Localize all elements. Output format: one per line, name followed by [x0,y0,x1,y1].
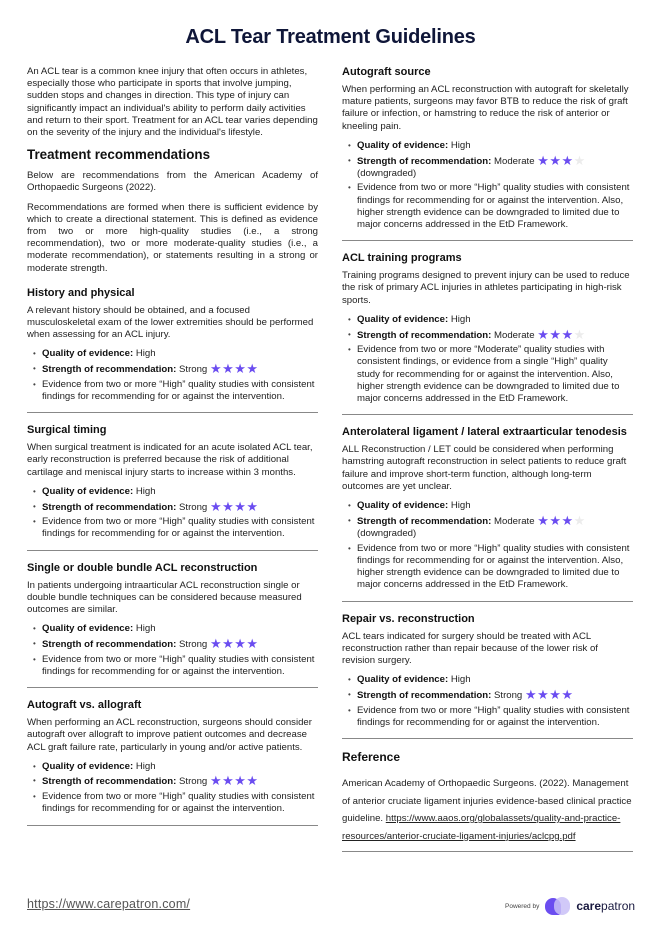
section-heading: Autograft vs. allograft [27,699,142,712]
strength-label: Strength of recommendation: [357,329,492,341]
star-filled-icon: ★ [234,636,247,651]
quality-value: High [135,485,156,497]
star-filled-icon: ★ [561,326,574,342]
star-rating [537,513,586,528]
section-body: ALL Reconstruction / LET could be considered when performing hamstring autograft reconstruction in select patients to reduce graft failure and improve short-term function, although long-term outcomes are yet unclear. [342,444,627,492]
reference-text [342,775,633,845]
brand-bold: care [576,899,602,913]
strength-value: Strong [179,639,208,650]
treatment-heading: Treatment recommendations [27,147,211,163]
star-filled-icon: ★ [549,512,562,528]
strength-item [348,326,633,342]
quality-label: Quality of evidence: [357,139,449,151]
quality-item [33,486,318,498]
star-filled-icon: ★ [209,361,223,377]
recommendation-section [27,287,318,413]
star-filled-icon: ★ [234,361,247,377]
evidence-list [27,623,318,678]
recommendation-section [342,66,633,241]
evidence-list [27,348,318,403]
star-filled-icon: ★ [537,152,550,168]
star-filled-icon: ★ [561,152,574,168]
evidence-item: • Evidence from two or more “High” quality studies with consistent findings for recommending for or against the intervention. Also, higher strength evidence can be downgraded to limited due to major concerns addressed in the EtD Framework. [348,543,633,592]
strength-label: Strength of recommendation: [357,155,492,167]
quality-item [33,761,318,773]
strength-label: Strength of recommendation: [357,689,492,701]
star-filled-icon: ★ [561,686,574,702]
quality-value: High [450,139,471,151]
evidence-list [342,314,633,405]
divider [342,601,633,602]
star-rating [210,773,259,788]
recommendation-section [342,613,633,739]
carepatron-logo-icon [545,896,571,916]
evidence-item: • Evidence from two or more “High” quality studies with consistent findings for recommending for or against the intervention. Also, higher strength evidence can be downgraded to limited due to major concerns addressed in the EtD Framework. [348,182,633,231]
star-filled-icon: ★ [537,326,550,342]
quality-label: Quality of evidence: [357,313,449,325]
divider [342,738,633,739]
strength-label: Strength of recommendation: [42,776,177,788]
star-filled-icon: ★ [537,512,550,528]
star-filled-icon: ★ [222,498,235,514]
star-empty-icon: ★ [573,326,586,342]
quality-item [33,623,318,635]
strength-item [348,512,633,540]
strength-item [33,498,318,514]
reference-section [342,750,633,852]
divider [342,414,633,415]
section-body: When surgical treatment is indicated for an acute isolated ACL tear, early reconstruction is preferred because the risk of additional cartilage and meniscal injury starts to increase within 3 months. [27,442,313,478]
strength-label: Strength of recommendation: [42,639,177,650]
quality-value: High [450,500,471,512]
star-filled-icon: ★ [246,773,259,789]
star-filled-icon: ★ [234,498,247,514]
star-rating [525,687,574,702]
evidence-list [342,674,633,729]
star-filled-icon: ★ [561,512,574,528]
carepatron-url-link[interactable]: https://www.carepatron.com/ [27,897,191,911]
quality-value: High [135,348,156,360]
intro-paragraph: An ACL tear is a common knee injury that often occurs in athletes, especially those who participate in sports that involve jumping, sudden stops and changes in direction. This type of injury can significantly impact an individual's ability to perform daily activities and return to their sport. Treatment for an ACL tear varies depending on the severity of the injury and the individual's lifestyle. [27,66,318,139]
star-rating [537,153,586,168]
strength-item [348,152,633,180]
section-heading: ACL training programs [342,252,462,265]
quality-label: Quality of evidence: [42,485,134,497]
page-title: ACL Tear Treatment Guidelines [185,26,476,48]
divider [27,825,318,826]
star-filled-icon: ★ [222,636,235,651]
star-rating [210,361,259,376]
recommendation-section [27,424,318,550]
divider [27,550,318,551]
evidence-list [342,500,633,591]
section-heading: Anterolateral ligament / lateral extraarticular tenodesis [342,426,627,439]
strength-value: Strong [494,689,523,701]
quality-item [348,140,633,152]
strength-value: Strong [179,364,208,376]
reference-citation: American Academy of Orthopaedic Surgeons. (2022). Management of anterior cruciate ligament injuries evidence-based clinical practice guideline. [342,777,632,825]
star-rating [210,499,259,514]
star-rating [537,327,586,342]
star-filled-icon: ★ [246,498,259,514]
evidence-item: • Evidence from two or more “Moderate” quality studies with consistent findings, or evidence from a single “High” quality study for recommending for or against the intervention. Also, higher strength evidence can be downgraded to limited due to major concerns addressed in the EtD Framework. [348,344,633,405]
section-heading: Single or double bundle ACL reconstruction [27,561,258,574]
evidence-list [342,140,633,231]
quality-label: Quality of evidence: [42,760,134,772]
star-filled-icon: ★ [549,152,562,168]
star-filled-icon: ★ [549,326,562,342]
quality-value: High [450,313,471,325]
section-body: When performing an ACL reconstruction, surgeons should consider autograft over allograft to improve patient outcomes and decrease ACL graft failure rate, particularly in young and/or active patients. [27,717,312,753]
powered-by-label: Powered by [505,902,540,910]
downgraded-note: (downgraded) [357,527,417,539]
strength-label: Strength of recommendation: [42,364,177,376]
section-body: ACL tears indicated for surgery should be treated with ACL reconstruction rather than repair because of the lower risk of revision surgery. [342,630,598,666]
strength-value: Moderate [494,329,535,341]
quality-value: High [450,674,471,686]
downgraded-note: (downgraded) [357,167,417,179]
quality-label: Quality of evidence: [357,674,449,686]
powered-by-badge[interactable] [505,895,635,917]
star-empty-icon: ★ [573,512,586,528]
strength-item [348,686,633,702]
section-heading: Repair vs. reconstruction [342,612,475,625]
star-filled-icon: ★ [537,686,550,702]
evidence-item: • Evidence from two or more “High” quality studies with consistent findings for recommending for or against the intervention. [33,379,318,403]
section-body: A relevant history should be obtained, and a focused musculoskeletal exam of the lower extremities should be performed when assessing for an ACL injury. [27,304,314,341]
evidence-item: • Evidence from two or more “High” quality studies with consistent findings for recommending for or against the intervention. [348,705,633,729]
evidence-list [27,761,318,816]
right-sections [342,66,633,739]
quality-item [348,500,633,512]
strength-value: Strong [179,501,208,513]
divider [342,851,633,852]
quality-value: High [135,623,156,635]
carepatron-brand [576,899,635,913]
section-heading: History and physical [27,286,135,299]
strength-item [33,775,318,788]
divider [342,240,633,241]
evidence-list [27,486,318,541]
strength-value: Moderate [494,155,535,167]
evidence-item: • Evidence from two or more “High” quality studies with consistent findings for recommending for or against the intervention. [33,654,318,678]
section-body: When performing an ACL reconstruction with autograft for skeletally mature patients, surgeons may favor BTB to reduce the risk of graft failure or infection, or hamstring to reduce the risk of anterior or kneeling pain. [342,84,629,132]
evidence-item: • Evidence from two or more “High” quality studies with consistent findings for recommending for or against the intervention. [33,791,318,815]
quality-item [348,314,633,326]
star-filled-icon: ★ [524,686,538,702]
star-filled-icon: ★ [246,361,259,377]
divider [27,687,318,688]
star-filled-icon: ★ [549,686,562,702]
quality-item [348,674,633,686]
left-sections [27,287,318,826]
star-filled-icon: ★ [209,773,223,789]
divider [27,412,318,413]
star-filled-icon: ★ [222,361,235,377]
strength-value: Moderate [494,515,535,527]
recommendation-section [342,426,633,601]
recommendation-section [342,252,633,415]
section-body: In patients undergoing intraarticular ACL reconstruction single or double bundle techniques can be considered because measured outcomes are similar. [27,579,302,616]
reference-link[interactable]: https://www.aaos.org/globalassets/quality-and-practice-resources/anterior-cruciate-ligament-injuries/aclcpg.pdf [342,813,621,842]
quality-label: Quality of evidence: [42,348,134,360]
left-column [27,66,318,837]
strength-label: Strength of recommendation: [42,501,177,513]
reference-heading: Reference [342,749,401,764]
star-filled-icon: ★ [234,773,247,789]
star-filled-icon: ★ [222,773,235,789]
right-column [342,66,633,863]
star-empty-icon: ★ [573,152,586,168]
section-body: Training programs designed to prevent injury can be used to reduce the risk of primary ACL injuries in athletes participating in high-risk sports. [342,270,630,306]
recommendation-section [27,699,318,825]
star-rating [210,636,259,651]
strength-value: Strong [179,776,208,788]
treatment-paragraph-2: Recommendations are formed when there is sufficient evidence by which to create a directional statement. This is defined as evidence from two or more high-quality studies (i.e., a strong recommendation), two or more moderate-quality studies (i.e., a moderate recommendation), or statements resulting in a strong or moderate strength. [27,201,318,274]
strength-item [33,363,318,376]
section-heading: Autograft source [342,66,431,78]
quality-value: High [135,760,156,772]
evidence-item: • Evidence from two or more “High” quality studies with consistent findings for recommending for or against the intervention. [33,516,318,540]
strength-label: Strength of recommendation: [357,515,492,527]
quality-label: Quality of evidence: [357,500,449,512]
strength-item [33,638,318,651]
section-heading: Surgical timing [27,424,107,437]
quality-label: Quality of evidence: [42,623,134,635]
star-filled-icon: ★ [246,636,259,651]
quality-item [33,348,318,360]
star-filled-icon: ★ [209,498,223,514]
star-filled-icon: ★ [209,636,223,651]
recommendation-section [27,562,318,688]
treatment-paragraph-1: Below are recommendations from the American Academy of Orthopaedic Surgeons (2022). [27,170,318,194]
brand-rest: patron [601,899,636,913]
